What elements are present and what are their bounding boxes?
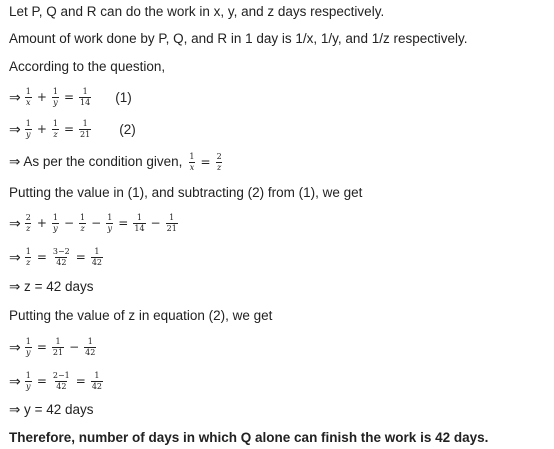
- fraction: $\frac{1}{42}$: [91, 370, 103, 391]
- equation-2-math: $\frac{1}{y}$ + $\frac{1}{z}$ = $\frac{1}{21}$: [25, 118, 91, 139]
- fraction: $\frac{1}{y}$: [25, 336, 31, 357]
- fraction: $\frac{1}{y}$: [25, 370, 31, 391]
- fraction: $\frac{1}{z}$: [52, 118, 58, 139]
- equation-1-math: $\frac{1}{x}$ + $\frac{1}{y}$ = $\frac{1}{14}$: [25, 86, 91, 107]
- fraction: $\frac{2-1}{42}$: [52, 370, 70, 391]
- fraction: $\frac{1}{21}$: [80, 118, 91, 139]
- fraction: $\frac{1}{42}$: [85, 336, 96, 357]
- z-result-line: [9, 276, 93, 298]
- intro-line: [9, 0, 384, 22]
- according-line: [9, 55, 165, 77]
- implies-arrow: ⇒: [9, 214, 21, 231]
- intro-text: Let P, Q and R can do the work in x, y, and z days respectively.: [9, 3, 385, 19]
- equation-4-math: $\frac{1}{z}$ = $\frac{3-2}{42}$ = $\frac{1}{42}$: [25, 246, 103, 267]
- y-result-text: ⇒ y = 42 days: [9, 402, 94, 417]
- condition-line: [9, 149, 225, 175]
- equation-1-tag: (1): [115, 89, 132, 105]
- implies-arrow: ⇒: [9, 120, 21, 137]
- equation-3: [9, 210, 180, 236]
- fraction: $\frac{1}{21}$: [52, 336, 64, 357]
- equation-5-math: $\frac{1}{y}$ = $\frac{1}{21}$ − $\frac{1}{42}$: [25, 336, 96, 357]
- putting-z-text: Putting the value of z in equation (2), we get: [9, 307, 273, 323]
- fraction: $\frac{1}{y}$: [107, 212, 113, 233]
- fraction: $\frac{2}{z}$: [25, 212, 31, 233]
- fraction: $\frac{1}{14}$: [134, 212, 145, 233]
- condition-text: ⇒ As per the condition given,: [9, 154, 183, 169]
- equation-3-math: $\frac{2}{z}$ + $\frac{1}{y}$ − $\frac{1}{z}$ − $\frac{1}{y}$ = $\frac{1}{14}$ − $\frac{1}{21}$: [25, 212, 177, 233]
- equation-6: [9, 368, 105, 394]
- fraction: $\frac{1}{y}$: [52, 86, 58, 107]
- condition-math: $\frac{1}{x}$ = $\frac{2}{z}$: [189, 151, 222, 172]
- according-text: According to the question,: [9, 58, 166, 74]
- equation-4: [9, 244, 105, 270]
- equation-6-math: $\frac{1}{y}$ = $\frac{2-1}{42}$ = $\frac{1}{42}$: [25, 370, 103, 391]
- putting-text: Putting the value in (1), and subtracting (2) from (1), we get: [9, 184, 363, 200]
- fraction: $\frac{2}{z}$: [216, 151, 222, 172]
- implies-arrow: ⇒: [9, 338, 21, 355]
- y-result-line: [9, 399, 93, 421]
- fraction: $\frac{1}{x}$: [25, 86, 31, 107]
- fraction: $\frac{1}{14}$: [80, 86, 91, 107]
- putting-z-line: [9, 304, 272, 326]
- implies-arrow: ⇒: [9, 248, 21, 265]
- implies-arrow: ⇒: [9, 372, 21, 389]
- fraction: $\frac{1}{z}$: [25, 246, 31, 267]
- equation-2: [9, 116, 136, 142]
- equation-1: [9, 84, 132, 110]
- fraction: $\frac{1}{42}$: [91, 246, 103, 267]
- fraction: $\frac{3-2}{42}$: [52, 246, 70, 267]
- fraction: $\frac{1}{x}$: [189, 151, 195, 172]
- work-per-day-line: [9, 27, 468, 49]
- fraction: $\frac{1}{21}$: [166, 212, 177, 233]
- work-per-day-text: Amount of work done by P, Q, and R in 1 day is 1/x, 1/y, and 1/z respectively.: [9, 30, 468, 46]
- fraction: $\frac{1}{y}$: [25, 118, 31, 139]
- implies-arrow: ⇒: [9, 88, 21, 105]
- fraction: $\frac{1}{z}$: [80, 212, 86, 233]
- z-result-text: ⇒ z = 42 days: [9, 279, 94, 294]
- equation-5: [9, 334, 98, 360]
- conclusion-line: [9, 426, 488, 448]
- equation-2-tag: (2): [119, 121, 136, 137]
- putting-line: [9, 181, 362, 203]
- conclusion-text: Therefore, number of days in which Q alone can finish the work is 42 days.: [9, 429, 489, 445]
- fraction: $\frac{1}{y}$: [52, 212, 58, 233]
